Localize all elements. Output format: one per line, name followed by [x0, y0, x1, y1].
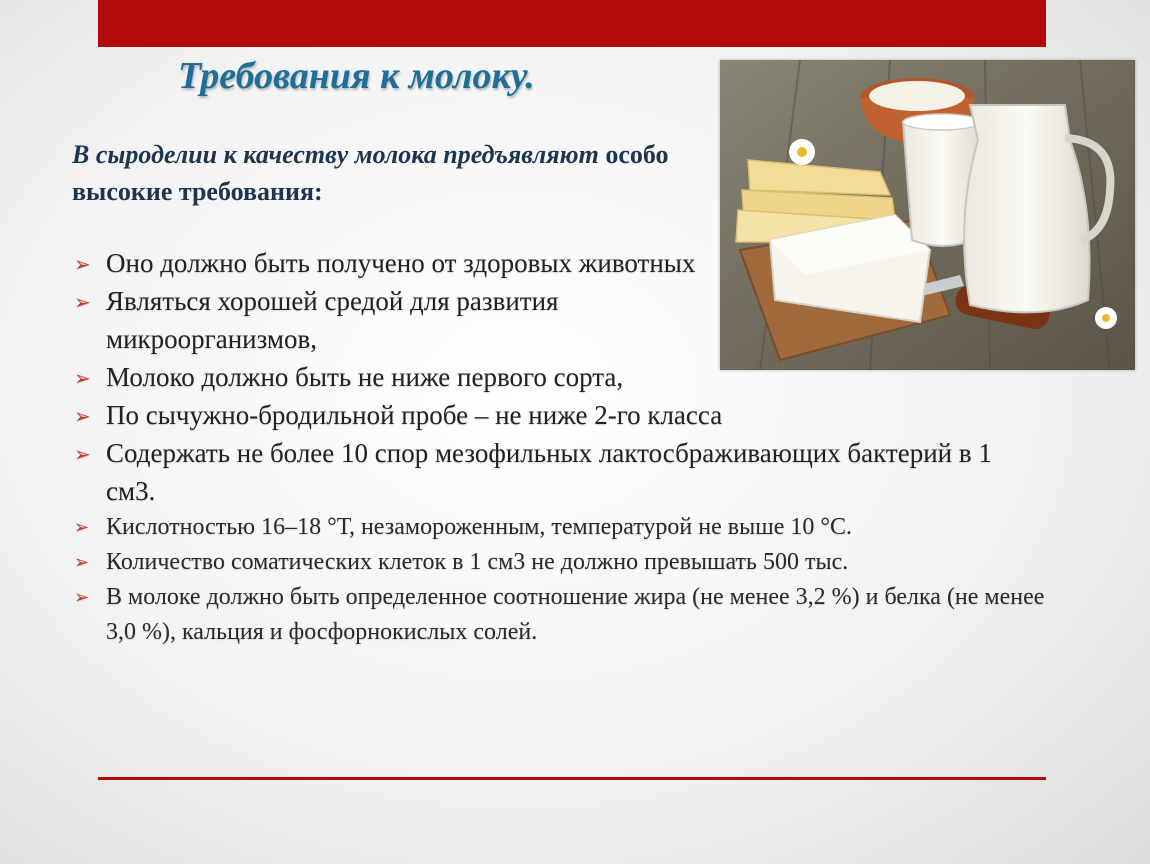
- arrow-bullet-icon: ➢: [74, 404, 91, 428]
- dairy-products-photo: [720, 60, 1135, 370]
- list-item-text: Молоко должно быть не ниже первого сорта,: [106, 362, 624, 392]
- slide-title: Требования к молоку.: [178, 55, 535, 97]
- intro-italic: В сыроделии к качеству молока предъявляют: [72, 140, 599, 169]
- arrow-bullet-icon: ➢: [74, 290, 91, 314]
- list-item-text: Количество соматических клеток в 1 см3 не должно превышать 500 тыс.: [106, 549, 849, 575]
- list-item-text: Содержать не более 10 спор мезофильных лактосбраживающих бактерий в 1 см3.: [106, 438, 992, 506]
- top-accent-bar: [98, 0, 1046, 47]
- arrow-bullet-icon: ➢: [74, 587, 90, 608]
- dairy-illustration: [720, 60, 1135, 370]
- arrow-bullet-icon: ➢: [74, 442, 91, 466]
- list-item-text: Кислотностью 16–18 °Т, незамороженным, температурой не выше 10 °С.: [106, 514, 852, 540]
- list-item-text: Оно должно быть получено от здоровых животных: [106, 248, 696, 278]
- list-item: [72, 510, 1066, 545]
- arrow-bullet-icon: ➢: [74, 252, 91, 276]
- list-item: [72, 545, 1066, 580]
- arrow-bullet-icon: ➢: [74, 366, 91, 390]
- list-item: [72, 396, 1066, 434]
- bottom-accent-line: [98, 777, 1046, 780]
- list-item: [72, 282, 726, 358]
- list-item-text: В молоке должно быть определенное соотношение жира (не менее 3,2 %) и белка (не менее 3,0 %), кальция и фосфорнокислых солей.: [106, 584, 1045, 645]
- list-item-text: Являться хорошей средой для развития микроорганизмов,: [106, 286, 559, 354]
- list-item: [72, 580, 1066, 650]
- arrow-bullet-icon: ➢: [74, 517, 90, 538]
- intro-text: [72, 136, 712, 210]
- list-item: [72, 434, 1006, 510]
- intro-normal: особо высокие требования:: [72, 140, 669, 206]
- arrow-bullet-icon: ➢: [74, 552, 90, 573]
- list-item-text: По сычужно-бродильной пробе – не ниже 2-го класса: [106, 400, 723, 430]
- list-item: [72, 244, 726, 282]
